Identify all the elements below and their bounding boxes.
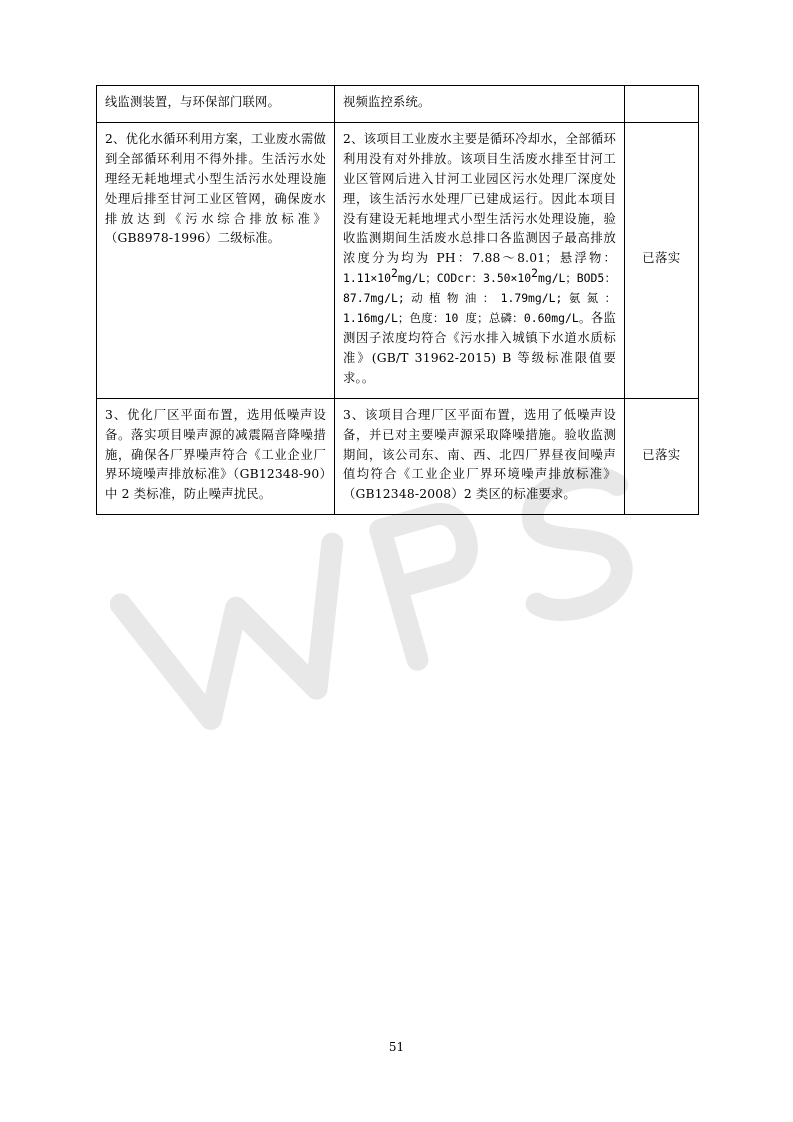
table-row: [97, 398, 699, 515]
measure-text: 2、优化水循环利用方案，工业废水需做到全部循环利用不得外排。生活污水处理经无耗地埋式小型生活污水处理设施处理后排至甘河工业区管网，确保废水排放达到《污水综合排放标准》（GB8978-1996）二级标准。: [105, 131, 326, 246]
page-number: 51: [388, 1040, 405, 1054]
table-row: [97, 86, 699, 123]
compliance-table: [96, 85, 699, 515]
implementation-text: 视频监控系统。: [343, 95, 431, 109]
implementation-cell: [335, 398, 625, 515]
implementation-text: 3、该项目合理厂区平面布置，选用了低噪声设备，并已对主要噪声源采取降噪措施。验收监测期间，该公司东、南、西、北四厂界昼夜间噪声值均符合《工业企业厂界环境噪声排放标准》（GB12348-2008）2 类区的标准要求。: [343, 407, 616, 502]
implementation-mono-3: mg/L；BOD5：87.7mg/L;动植物油：1.79mg/L;氨氮：1.16mg/L；色度：10 度；总磷：0.60mg/L。: [343, 271, 616, 326]
measure-cell: [97, 122, 335, 398]
measure-cell: [97, 86, 335, 123]
implementation-mono-2: mg/L；CODcr：3.50×10: [397, 271, 532, 286]
measure-text: 线监测装置，与环保部门联网。: [105, 95, 280, 109]
status-cell: 已落实: [625, 122, 699, 398]
implementation-cell: [335, 122, 625, 398]
implementation-mono-1: 1.11×10: [343, 271, 392, 286]
implementation-sup-1: 2: [391, 266, 398, 281]
implementation-sup-2: 2: [531, 266, 538, 281]
implementation-lead: 2、该项目工业废水主要是循环冷却水，全部循环利用没有对外排放。该项目生活废水排至甘河工业区管网后进入甘河工业园区污水处理厂深度处理，该生活污水处理厂已建成运行。因此本项目没有建设无耗地埋式小型生活污水处理设施，验收监测期间生活废水总排口各监测因子最高排放浓度分为均为 PH：7.88～8.01；悬浮物：: [343, 131, 616, 266]
implementation-tail: 各监测因子浓度均符合《污水排入城镇下水道水质标准》(GB/T 31962-2015) B 等级标准限值要求。。: [343, 311, 616, 385]
measure-text: 3、优化厂区平面布置，选用低噪声设备。落实项目噪声源的减震隔音降噪措施，确保各厂界噪声符合《工业企业厂界环境噪声排放标准》（GB12348-90）中 2 类标准，防止噪声扰民。: [105, 407, 326, 502]
implementation-cell: [335, 86, 625, 123]
status-cell: [625, 86, 699, 123]
table-row: [97, 122, 699, 398]
status-cell: 已落实: [625, 398, 699, 515]
measure-cell: [97, 398, 335, 515]
implementation-text: [343, 130, 616, 389]
